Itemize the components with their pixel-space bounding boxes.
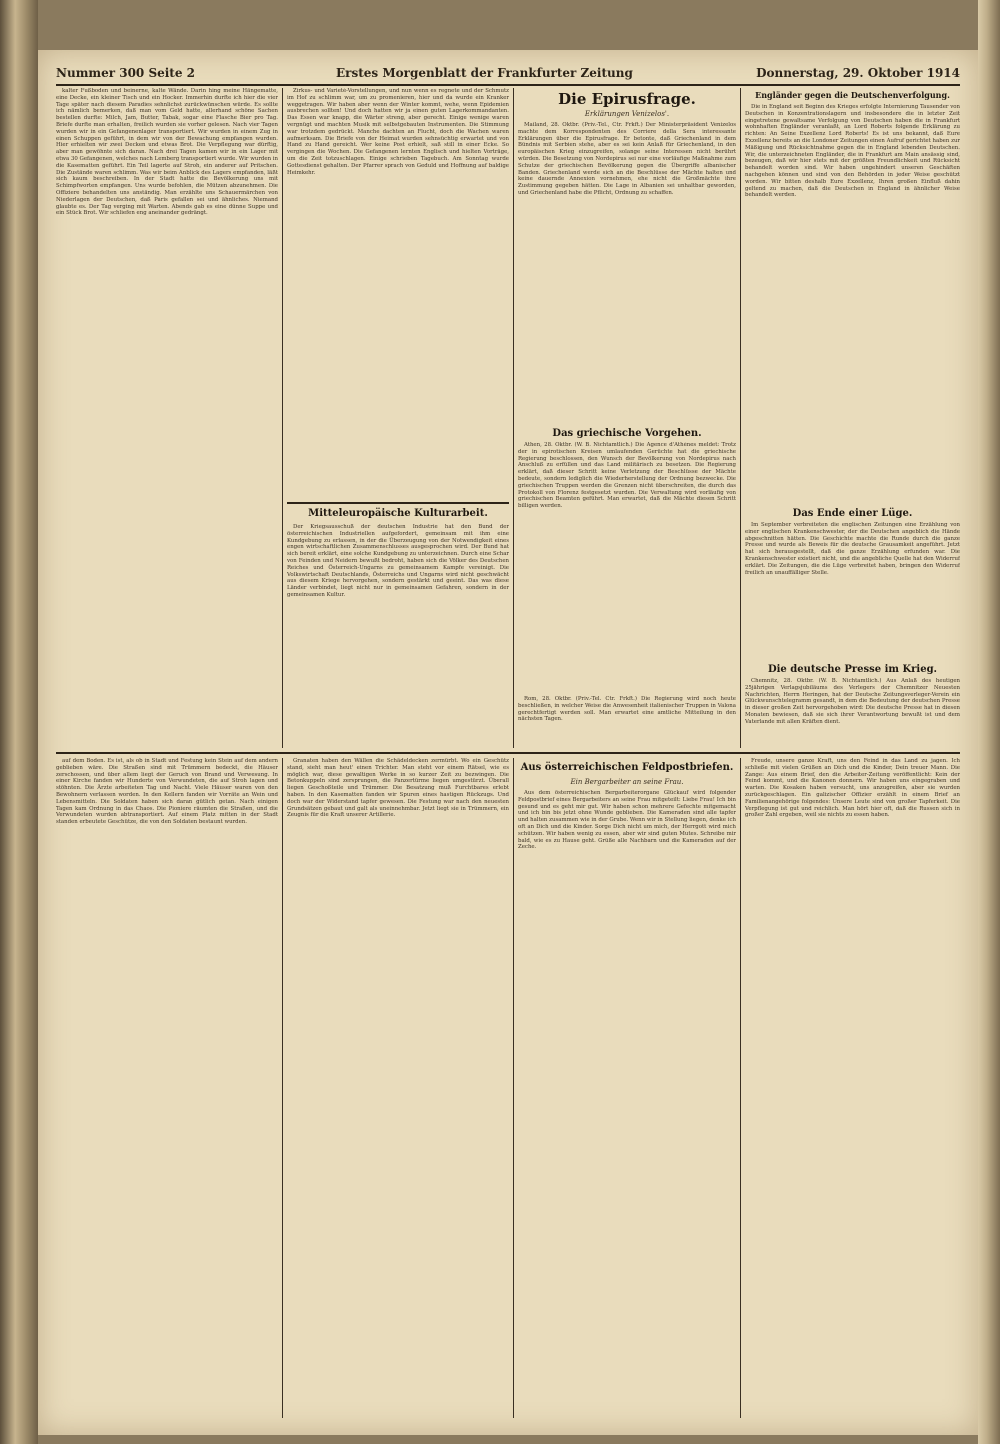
column-divider <box>513 88 514 748</box>
england-text: Die in England seit Beginn des Krieges erfolgte Internierung Tausender von Deutschen in Konzentrationslagern und insbesondere die in letzter Zeit eingetretene gewaltsame Verfolgung von Deutschen haben die in Frankfurt wohnhaften Engländer veranlaßt, an Lord Roberts folgende Erklärung zu richten: An Seine Exzellenz Lord Roberts! Es ist uns bekannt, daß Eure Exzellenz bereits an die Londoner Zeitungen einen Aufruf gerichtet haben zur Mäßigung und Rücksichtnahme gegen die in England lebenden Deutschen. Wir, die unterzeichneten Engländer, die in Frankfurt am Main ansässig sind, bezeugen, daß wir hier stets mit der größten Freundlichkeit und Rücksicht behandelt worden sind. Wir haben ungehindert unseren Geschäften nachgehen können und sind von den Behörden in jeder Weise geschützt worden. Wir bitten deshalb Eure Exzellenz, Ihren großen Einfluß dahin geltend zu machen, daß die Deutschen in England in ähnlicher Weise behandelt werden. <box>745 104 960 199</box>
newspaper-page <box>38 50 978 1435</box>
presse-headline: Die deutsche Presse im Krieg. <box>767 664 938 675</box>
luege-text: Im September verbreiteten die englischen Zeitungen eine Erzählung von einer englischen Krankenschwester, der die Deutschen angeblich die Hände abgeschnitten hätten. Die Geschichte machte die Runde durch die ganze Presse und wurde als Beweis für die deutsche Grausamkeit angeführt. Jetzt hat sich herausgestellt, daß die ganze Erzählung erfunden war. Die Krankenschwester existiert nicht, und die angebliche Quelle hat den Widerruf erklärt. Die Zeitungen, die die Lüge verbreitet haben, bringen den Widerruf freilich an unauffälliger Stelle. <box>745 522 960 576</box>
epirus-text: Mailand, 28. Oktbr. (Priv.-Tel., Ctr. Frkft.) Der Ministerpräsident Venizelos machte dem Korrespondenten des Corriere della Sera interessante Erklärungen über die Epirusfrage. Er betonte, daß Griechenland in dem Bündnis mit Serbien stehe, aber es sei kein Anlaß für Griechenland, in den europäischen Krieg einzugreifen, solange seine Interessen nicht berührt würden. Die Besetzung von Nordepirus sei nur eine vorläufige Maßnahme zum Schutze der griechischen Bevölkerung gegen die Übergriffe albanischer Banden. Griechenland werde sich an die Beschlüsse der Mächte halten und keine dauernde Annexion vornehmen, ehe nicht die Großmächte ihre Zustimmung gegeben hätten. Die Lage in Albanien sei unhaltbar geworden, und Griechenland habe die Pflicht, Ordnung zu schaffen. <box>518 122 736 196</box>
kultur-article <box>287 524 509 748</box>
section-divider <box>287 502 509 504</box>
epirus-article <box>518 122 736 422</box>
presse-article <box>745 678 960 748</box>
kultur-headline: Mitteleuropäische Kulturarbeit. <box>308 508 488 519</box>
england-headline: Engländer gegen die Deutschenverfolgung. <box>755 90 950 100</box>
presse-text: Chemnitz, 28. Oktbr. (W. B. Nichtamtlich.) Aus Anlaß des heutigen 25jährigen Verlagsjubiläums des Verlegers der Chemnitzer Neuesten Nachrichten, Herrn Heringen, hat der Deutsche Zeitungsverleger-Verein ein Glückwunschtelegramm gesandt, in dem die Bedeutung der deutschen Presse in dieser großen Zeit hervorgehoben wird: Die deutsche Presse hat in diesen Monaten bewiesen, daß sie sich ihrer Verantwortung bewußt ist und dem Vaterlande mit allen Kräften dient. <box>745 678 960 725</box>
page-number: Nummer 300 Seite 2 <box>56 66 196 80</box>
bottom-column-4-text: Freude, unsere ganze Kraft, uns den Feind in das Land zu jagen. Ich schließe mit vielen Grüßen an Dich und die Kinder, Dein treuer Mann. Die Zange: Aus einem Brief, den die Arbeiter-Zeitung veröffentlicht: Kein der Feind kommt, und die Kanonen donnern. Wir haben uns eingegraben und warten. Die Kosaken haben versucht, uns anzugreifen, aber sie wurden zurückgeschlagen. Ein galizischer Offizier erzählt in einem Brief an Familienangehörige folgendes: Unsere Leute sind von großer Tapferkeit. Die Verpflegung ist gut und reichlich. Man hört hier oft, daß die Russen sich in großer Zahl ergeben, weil sie nichts zu essen haben. <box>745 758 960 819</box>
book-spine <box>0 0 38 1444</box>
feldpost-subheadline: Ein Bergarbeiter an seine Frau. <box>570 778 684 786</box>
luege-headline: Das Ende einer Lüge. <box>792 508 913 519</box>
column-2-upper <box>287 88 509 498</box>
bottom-column-1-text: auf dem Boden. Es ist, als ob in Stadt und Festung kein Stein auf dem andern geblieben wäre. Die Straßen sind mit Trümmern bedeckt, die Häuser zerschossen, und über allem liegt der Geruch von Brand und Verwesung. In einer Kirche fanden wir Hunderte von Verwundeten, die auf Stroh lagen und stöhnten. Die Ärzte arbeiteten Tag und Nacht. Viele Häuser waren von den Bewohnern verlassen worden. In den Kellern fanden wir Vorräte an Wein und Lebensmitteln. Die Soldaten haben sich daran gütlich getan. Nach einigen Tagen kam Ordnung in das Chaos. Die Pioniere räumten die Straßen, und die Verwundeten wurden abtransportiert. Auf einem Platz mitten in der Stadt standen erbeutete Geschütze, die von den Soldaten bestaunt wurden. <box>56 758 278 826</box>
griech-article <box>518 442 736 692</box>
bottom-column-3-text: Aus dem österreichischen Bergarbeiterorgane Glückauf wird folgender Feldpostbrief eines Bergarbeiters an seine Frau mitgeteilt: Liebe Frau! Ich bin gesund und es geht mir gut. Wir haben schon mehrere Gefechte mitgemacht und ich bin bis jetzt ohne Wunde geblieben. Die Kameraden sind alle tapfer und halten zusammen wie in der Grube. Wenn wir in Stellung liegen, denke ich oft an Dich und die Kinder. Sorge Dich nicht um mich, der Herrgott wird mich schützen. Wir haben wenig zu essen, aber wir sind guten Mutes. Schreibe mir bald, wie es zu Hause geht. Grüße alle Nachbarn und die Kameraden auf der Zeche. <box>518 790 736 851</box>
griech-headline: Das griechische Vorgehen. <box>552 428 702 439</box>
column-divider <box>740 758 741 1418</box>
england-article <box>745 104 960 504</box>
column-divider <box>740 88 741 748</box>
column-divider <box>513 758 514 1418</box>
issue-date: Donnerstag, 29. Oktober 1914 <box>756 66 960 80</box>
column-divider <box>282 758 283 1418</box>
luege-article <box>745 522 960 660</box>
column-1-upper <box>56 88 278 748</box>
rom-article <box>518 696 736 748</box>
column-2-text: Zirkus- und Varieté-Vorstellungen, und nun wenn es regnete und der Schmutz im Hof zu schlimm war, um zu promenieren, hier und da wurde ein Kranker weggetragen. Wir haben aber wenn der Winter kommt, wehe, wenn Epidemien ausbrechen sollten! Und doch hatten wir ja einen guten Lagerkommandanten. Das Essen war knapp, die Wärter streng, aber gerecht. Einige wenige waren vergnügt und machten Musik mit selbstgebauten Instrumenten. Die Stimmung war trotzdem gedrückt. Manche dachten an Flucht, doch die Wachen waren aufmerksam. Die Briefe von der Heimat wurden sehnsüchtig erwartet und von Hand zu Hand gereicht. Wer keine Post erhielt, saß still in einer Ecke. So vergingen die Wochen. Die Gefangenen lernten Englisch und hielten Vorträge, um die Zeit totzuschlagen. Einige schrieben Tagebuch. Am Sonntag wurde Gottesdienst gehalten. Der Pfarrer sprach von Geduld und Hoffnung auf baldige Heimkehr. <box>287 88 509 176</box>
masthead: Erstes Morgenblatt der Frankfurter Zeitung <box>336 66 633 80</box>
feldpost-article <box>518 790 736 1418</box>
column-2-lower <box>287 758 509 1418</box>
page-edge <box>978 0 1000 1444</box>
column-divider <box>282 88 283 748</box>
column-1-text: kalter Fußboden und beinerne, kalte Wände. Darin hing meine Hängematte, eine Decke, ein kleiner Tisch und ein Hocker. Immerhin durfte ich hier die vier Tage später nach diesem Paradies sehnlichst zurückwünschen würde. Es sollte ich nämlich bemerken, daß man vom Geld hatte, allerhand schöne Sachen bestellen durfte: Milch, Jam, Butter, Tabak, sogar eine Flasche Bier pro Tag. Briefe durfte man erhalten, freilich wurden sie vorher gelesen. Nach vier Tagen wurden wir in ein Gefangenenlager transportiert. Wir wurden in einem Zug in einen Schuppen geführt, in dem wir von der Bewachung empfangen wurden. Hier erhielten wir zwei Decken und etwas Brot. Die Verpflegung war dürftig, aber man gewöhnte sich daran. Nach drei Tagen kamen wir in ein Lager mit etwa 30 Gefangenen, welches nach Lemberg transportiert wurde. Wir wurden in die Kasematten geführt. Ein Teil lagerte auf Stroh, ein anderer auf Pritschen. Die Zustände waren schlimm. Was wir beim Anblick des Lagers empfanden, läßt sich kaum beschreiben. In der Stadt hatte die Bevölkerung uns mit Schimpfworten empfangen. Uns wurde befohlen, die Mützen abzunehmen. Die Offiziere behandelten uns anständig. Man erzählte uns Schauermärchen von Niederlagen der Deutschen, daß Paris gefallen sei und ähnliches. Niemand glaubte es. Der Tag verging mit Warten. Abends gab es eine dünne Suppe und ein Stück Brot. Wir schliefen eng aneinander gedrängt. <box>56 88 278 217</box>
kultur-text: Der Kriegsausschuß der deutschen Industrie hat den Bund der österreichischen Industriellen aufgefordert, gemeinsam mit ihm eine Kundgebung zu erlassen, in der die Überzeugung von der Notwendigkeit eines engen wirtschaftlichen Zusammenschlusses ausgesprochen wird. Der Bund hat sich bereit erklärt, eine solche Kundgebung zu unterzeichnen. Durch eine Schar von Feinden und Neidern bewußt bedroht, haben sich die Völker des Deutschen Reiches und Österreich-Ungarns zu gemeinsamem Kampfe vereinigt. Die Volkswirtschaft Deutschlands, Österreichs und Ungarns wird nicht geschwächt aus diesem Kriege hervorgehen, sondern gestärkt und geeint. Das was diese Länder verbindet, liegt nicht nur in gemeinsamen Gefahren, sondern in der gemeinsamen Kultur. <box>287 524 509 598</box>
griech-text: Athen, 28. Oktbr. (W. B. Nichtamtlich.) Die Agence d'Athènes meldet: Trotz der in epirotischen Kreisen umlaufenden Gerüchte hat die griechische Regierung beschlossen, den Wunsch der Bevölkerung von Nordepirus nach Anschluß zu erfüllen und das Land militärisch zu besetzen. Die Regierung erklärt, daß dieser Schritt keine Verletzung der Beschlüsse der Mächte bedeute, sondern lediglich die Wiederherstellung der Ordnung bezwecke. Die griechischen Truppen werden die Grenzen nicht überschreiten, die durch das Protokoll von Florenz festgesetzt wurden. Die Verwaltung wird vorläufig von griechischen Beamten geführt. Man erwartet, daß die Mächte diesen Schritt billigen werden. <box>518 442 736 510</box>
epirus-subheadline: Erklärungen Venizelos'. <box>584 110 670 118</box>
rom-text: Rom, 28. Oktbr. (Priv.-Tel. Ctr. Frkft.) Die Regierung wird noch heute beschließen, in welcher Weise die Anwesenheit italienischer Truppen in Valona gerechtfertigt werden soll. Man erwartet eine amtliche Mitteilung in den nächsten Tagen. <box>518 696 736 723</box>
column-4-lower <box>745 758 960 1418</box>
page-header <box>56 60 960 86</box>
fold-divider <box>56 752 960 754</box>
column-1-lower <box>56 758 278 1418</box>
feldpost-headline: Aus österreichischen Feldpostbriefen. <box>520 762 734 773</box>
bottom-column-2-text: Granaten haben den Wällen die Schädeldecken zermürbt. Wo ein Geschütz stand, sieht man heut' einen Trichter. Man steht vor einem Rätsel, wie es möglich war, diese gewaltigen Werke in so kurzer Zeit zu bezwingen. Die Betonkuppeln sind zersprungen, die Panzertürme liegen umgestürzt. Überall liegen Geschoßteile und Trümmer. Die Besatzung muß Furchtbares erlebt haben. In den Kasematten fanden wir Spuren eines hastigen Rückzugs. Und doch war der Widerstand tapfer gewesen. Die Festung war nach den neuesten Grundsätzen gebaut und galt als uneinnehmbar. Jetzt liegt sie in Trümmern, ein Zeugnis für die Kraft unserer Artillerie. <box>287 758 509 819</box>
epirus-headline: Die Epirusfrage. <box>558 90 696 108</box>
